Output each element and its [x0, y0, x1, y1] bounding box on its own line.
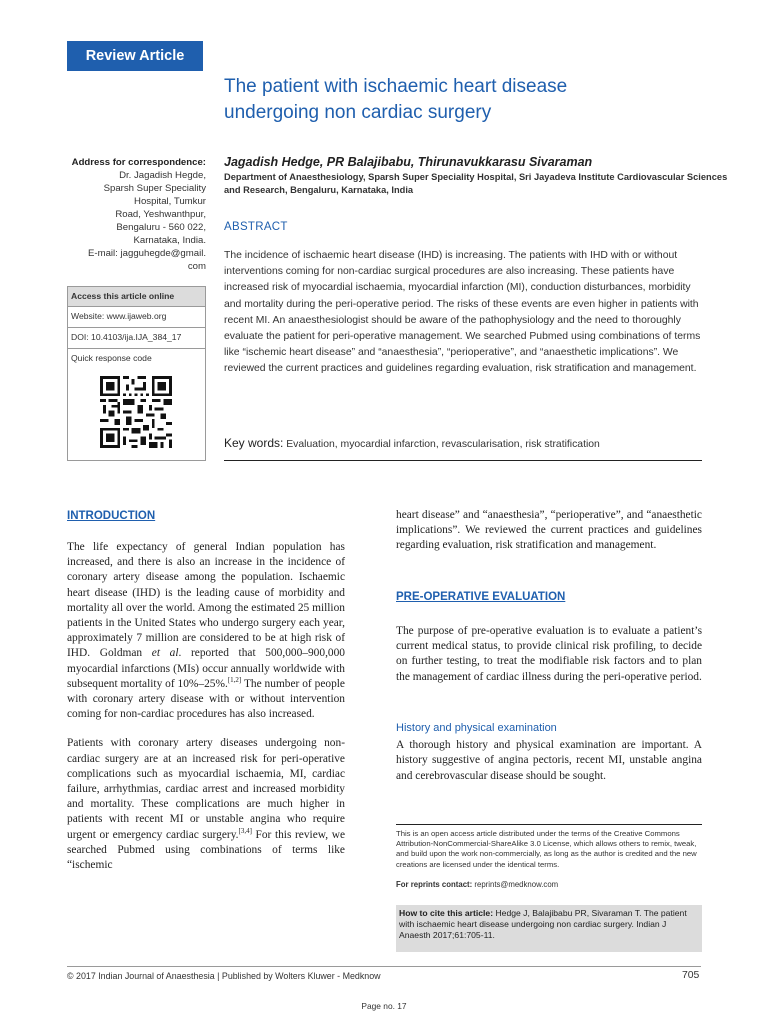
text-run: The life expectancy of general Indian population has increased, and there is also an increase in the incidence of coronary artery disease among the population. Ischaemic heart disease (IHD) is the leading cause of morbidity and mortality all over the world. Among the estimated 25 million patients in the United States who undergo surgery each year, approximately 7 million are considered to be at high risk of IHD. Goldman [67, 541, 345, 660]
qr-label: Quick response code [71, 353, 152, 363]
text-run: The number of people with coronary artery disease with or without intervention coming for non-cardiac procedures has also increased. [67, 677, 345, 721]
abstract-text: The incidence of ischaemic heart disease (IHD) is increasing. The patients with IHD with or without interventions coming for non-cardiac surgical procedures are also increasing. These patients have increased risk of myocardial ischaemia, myocardial infarction (MI), conduction disturbances, morbidity and mortality during the peri-operative period. The risks of these events are even higher in patients with recent MI. An anaesthesiologist should be aware of the pathophysiology and the need to thoroughly evaluate the patient for peri-operative management. We searched Pubmed using combinations of terms like “ischemic heart disease” and “anaesthesia”, “perioperative”, and “anaesthetic implications”. We reviewed the current practices and guidelines regarding evaluation, risk stratification and management. [224, 250, 701, 375]
right-column [396, 508, 702, 568]
access-article-box [67, 286, 206, 461]
preop-paragraph: The purpose of pre-operative evaluation is to evaluate a patient’s current medical status, to provide clinical risk profiling, to decide on further testing, to treat the modifiable risk factors and to plan the management of cardiac illness during the peri-operative period. [396, 625, 702, 683]
correspondence-line: Hospital, Tumkur [134, 196, 206, 207]
text-run: . reported that 500,000–900,000 myocardial infarctions (MIs) occur annually worldwide with subsequent mortality of 10%–25%. [67, 647, 345, 690]
correspondence-address [67, 156, 206, 273]
article-title-line-1: The patient with ischaemic heart disease [224, 76, 568, 97]
history-paragraph: A thorough history and physical examination are important. A history suggestive of angina pectoris, recent MI, unstable angina and cerebrovascular disease should be sought. [396, 739, 702, 782]
journal-footer: © 2017 Indian Journal of Anaesthesia | Published by Wolters Kluwer - Medknow [67, 971, 381, 981]
citation-ref[interactable]: [3,4] [238, 826, 252, 835]
preop-block [396, 624, 702, 699]
cite-text: Hedge J, Balajibabu PR, Sivaraman T. The patient with ischaemic heart disease undergoing non cardiac surgery. Indian J Anaesth 2017;61:705-11. [399, 908, 687, 940]
authors: Jagadish Hedge, PR Balajibabu, Thirunavukkarasu Sivaraman [224, 155, 593, 169]
access-heading: Access this article online [68, 287, 205, 307]
keywords-label: Key words: [224, 436, 284, 450]
correspondence-line: Sparsh Super Speciality [103, 183, 206, 194]
page-number: 705 [682, 970, 700, 981]
correspondence-line: Dr. Jagadish Hegde, [119, 170, 206, 181]
correspondence-line: Karnataka, India. [133, 235, 206, 246]
article-title [224, 74, 744, 126]
abstract-heading: ABSTRACT [224, 221, 288, 233]
history-heading: History and physical examination [396, 722, 557, 734]
license-note: This is an open access article distributed under the terms of the Creative Commons Attribution-NonCommercial-ShareAlike 3.0 License, which allows others to remix, tweak, and build upon the work non-commercially, as long as the author is credited and the new creations are licensed under the identical terms. [396, 829, 697, 869]
article-title-line-2: undergoing non cardiac surgery [224, 102, 492, 123]
correspondence-email[interactable]: E-mail: jagguhegde@gmail. [88, 248, 206, 259]
cite-label: How to cite this article: [399, 908, 494, 918]
keywords-list: Evaluation, myocardial infarction, revascularisation, risk stratification [283, 439, 600, 450]
section-divider [224, 460, 702, 461]
reprints-email[interactable]: reprints@medknow.com [472, 880, 559, 889]
intro-paragraph-continued: heart disease” and “anaesthesia”, “perioperative”, and “anaesthetic implications”. We reviewed the current practices and guidelines regarding evaluation, risk stratification and management. [396, 509, 702, 552]
left-column [67, 540, 345, 887]
correspondence-heading: Address for correspondence: [71, 157, 206, 168]
footnote-divider [396, 824, 702, 825]
reprints-label: For reprints contact: [396, 880, 473, 889]
citation-box [396, 905, 702, 952]
history-block [396, 721, 702, 798]
intro-paragraph-2 [67, 736, 345, 873]
text-run: For this review, we searched Pubmed using combinations of terms like “ischemic [67, 828, 345, 872]
correspondence-email-cont[interactable]: com [187, 261, 206, 272]
page-no-label: Page no. 17 [361, 1001, 407, 1011]
text-run-italic: et al [151, 647, 179, 660]
qr-code-icon[interactable] [100, 376, 172, 448]
correspondence-line: Bengaluru - 560 022, [116, 222, 206, 233]
preoperative-heading: PRE-OPERATIVE EVALUATION [396, 591, 566, 603]
doi-link[interactable]: DOI: 10.4103/ija.IJA_384_17 [68, 328, 205, 349]
citation-ref[interactable]: [1,2] [227, 676, 242, 685]
correspondence-line: Road, Yeshwanthpur, [115, 209, 206, 220]
footer-divider [67, 966, 701, 967]
introduction-heading: INTRODUCTION [67, 510, 156, 522]
intro-paragraph-1 [67, 540, 345, 722]
affiliation: Department of Anaesthesiology, Sparsh Super Speciality Hospital, Sri Jayadeva Institute Cardiovascular Sciences and Research, Bengaluru, Karnataka, India [224, 172, 728, 195]
article-type-badge: Review Article [67, 41, 203, 71]
website-link[interactable]: Website: www.ijaweb.org [68, 307, 205, 328]
reprints-contact [396, 880, 558, 889]
text-run: Patients with coronary artery diseases undergoing non-cardiac surgery are at an increased risk for peri-operative complications such as myocardial ischaemia, MI, cardiac failure, arrhythmias, cardiac arrest and increased morbidity and mortality. These complications are much higher in patients with recent MI or unstable angina who require urgent or emergency cardiac surgery. [67, 737, 345, 841]
keywords [224, 436, 600, 450]
